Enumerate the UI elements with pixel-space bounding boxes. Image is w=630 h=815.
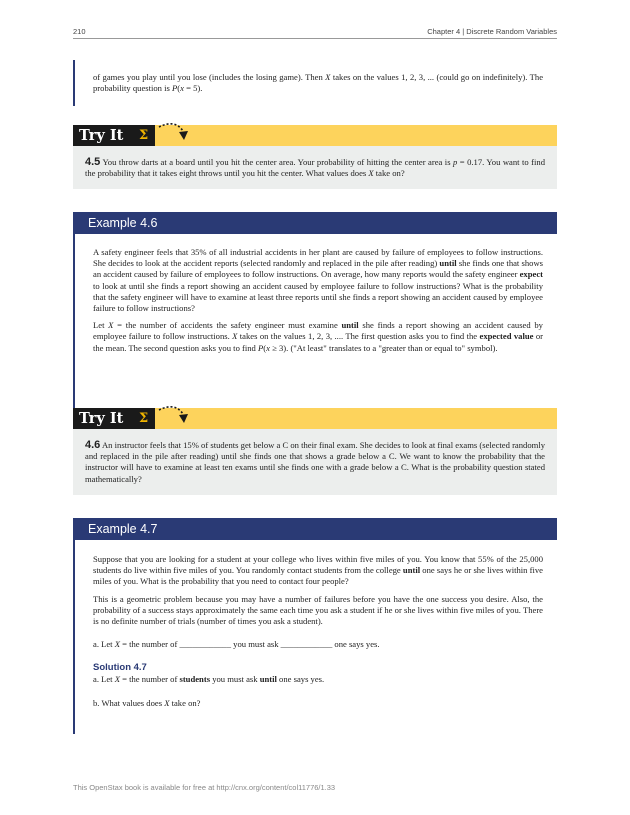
try-it-text: 4.5 You throw darts at a board until you hit the center area. Your probability of hitting the center area is p = 0.17. You want to find the probability that it takes eight throws until you hit the center. What values does X take on? — [85, 156, 545, 179]
question-b: b. What values does X take on? — [93, 697, 201, 708]
page-number: 210 — [73, 27, 86, 36]
example-explanation: Let X = the number of accidents the safety engineer must examine until she finds a report showing an accident caused by employee failure to follow instructions. X takes on the values 1, 2, 3, .... The first question asks you to find the expected value or the mean. The second question asks you to find P(x ≥ 3). ("At least" translates to a "greater than or equal to" symbol). — [93, 320, 543, 353]
header-rule — [73, 38, 557, 39]
example-problem: A safety engineer feels that 35% of all industrial accidents in her plant are caused by failure of employees to follow instructions. She decides to look at the accident reports (selected randomly and replaced in the pile after reading) until she finds one that shows an accident caused by failure of employees to follow instructions. On average, how many reports would the safety engineer expect to look at until she finds a report showing an accident caused by employee failure to follow instructions? What is the probability that the safety engineer will have to examine at least three reports until she finds a report showing an accident caused by employee failure to follow instructions? — [93, 247, 543, 314]
question-a: a. Let X = the number of ____________ you must ask ____________ one says yes. — [93, 639, 380, 650]
footer-text: This OpenStax book is available for free at http://cnx.org/content/col11776/1.33 — [73, 783, 336, 792]
continuation-bar — [73, 60, 75, 106]
sigma-icon: Σ — [139, 128, 149, 143]
example-bar — [73, 234, 75, 408]
try-it-label: Try It — [73, 408, 155, 429]
sigma-icon: Σ — [139, 411, 149, 426]
try-it-label: Try It — [73, 125, 155, 146]
example-title: Example 4.7 — [73, 518, 557, 540]
example-title: Example 4.6 — [73, 212, 557, 234]
example-explanation: This is a geometric problem because you may have a number of failures before you have the one success you desire. Also, the probability of a success stays approximately the same each time you ask a student if he or she lives within five miles of you. There is no definite number of trials (number of times you ask a student). — [93, 593, 543, 627]
try-it-content — [73, 429, 557, 495]
example-content — [73, 540, 543, 709]
arrow-icon — [157, 402, 193, 428]
try-it-content — [73, 146, 557, 189]
try-it-text: 4.6 An instructor feels that 15% of students get below a C on their final exam. She decides to look at final exams (selected randomly and replaced in the pile after reading) until she finds one that shows a grade below a C. We want to know the probability that the instructor will have to examine at least ten exams until she finds one with a grade below a C. What is the probability question stated mathematically? — [85, 439, 545, 484]
example-4-7 — [73, 518, 557, 715]
solution-a: a. Let X = the number of students you must ask until one says yes. — [93, 674, 325, 685]
chapter-title: Chapter 4 | Discrete Random Variables — [427, 27, 557, 36]
example-bar — [73, 540, 75, 734]
arrow-icon — [157, 119, 193, 145]
example-4-6 — [73, 212, 557, 360]
continuation-paragraph: of games you play until you lose (includes the losing game). Then X takes on the values 1, 2, 3, ... (could go on indefinitely). The probability question is P(x = 5). — [93, 72, 544, 94]
solution-title: Solution 4.7 — [93, 662, 147, 674]
example-content — [73, 234, 543, 354]
example-problem: Suppose that you are looking for a student at your college who lives within five miles of you. You know that 55% of the 25,000 students do live within five miles of you. You randomly contact students from the college until one says he or she lives within five miles of you. What is the probability that you need to contact four people? — [93, 554, 543, 587]
